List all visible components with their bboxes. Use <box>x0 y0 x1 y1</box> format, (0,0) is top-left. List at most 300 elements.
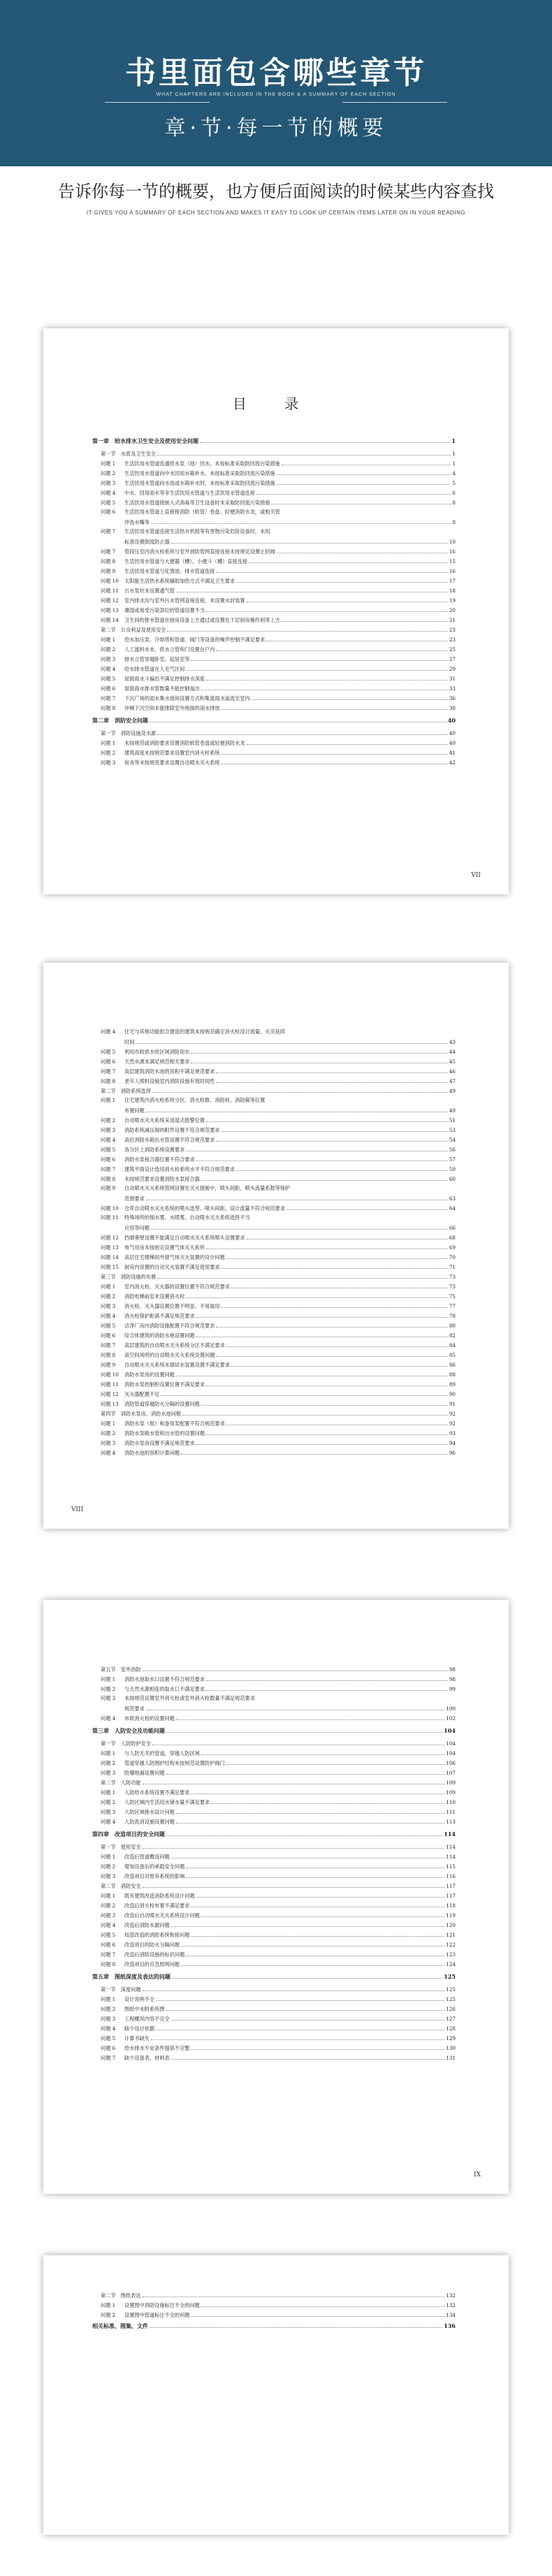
toc-entry-row[interactable] <box>92 1949 456 1959</box>
toc-page <box>43 2255 509 2535</box>
dot-leader <box>143 2290 445 2297</box>
question-number: 问题 5 <box>101 2035 116 2042</box>
toc-entry-row[interactable] <box>92 458 456 468</box>
toc-section-row[interactable] <box>92 1738 456 1748</box>
page-number: IX <box>474 2171 481 2178</box>
toc-section-row[interactable] <box>92 1984 456 1994</box>
question-number: 问题 11 <box>101 588 119 594</box>
toc-entry-label <box>92 713 148 728</box>
dot-leader <box>171 2014 445 2021</box>
toc-entry-row[interactable] <box>92 1930 456 1940</box>
toc-entry-label <box>101 1985 141 1995</box>
question-number: 问题 2 <box>101 1760 116 1766</box>
toc-entry-row[interactable] <box>92 703 456 713</box>
toc-entry-text: 未按规范设置室外消火栓或室外消火栓数量不满足规范要求 <box>124 1695 255 1701</box>
toc-entry-row[interactable] <box>92 1281 456 1291</box>
toc-entry-text: 缺少设备表、材料表 <box>124 2055 170 2061</box>
dot-leader <box>166 1829 442 1836</box>
toc-entry-row[interactable] <box>92 1920 456 1930</box>
toc-page-number: 40 <box>449 730 456 736</box>
toc-entry-row[interactable] <box>92 1389 456 1399</box>
toc-page-number: 69 <box>449 1244 456 1251</box>
toc-entry-row[interactable] <box>92 478 456 488</box>
toc-entry-text: 第一章 给水排水卫生安全及使用安全问题 <box>92 437 198 444</box>
question-number: 问题 5 <box>101 1932 116 1938</box>
toc-entry-text: 自动喷水灭火系统采用湿式报警位置 <box>124 1117 205 1123</box>
toc-entry-label <box>101 1213 250 1223</box>
toc-entry-row[interactable] <box>92 1232 456 1242</box>
toc-entry-row[interactable] <box>92 1940 456 1949</box>
toc-entry-text: 给水加压泵、冷却塔和管道、阀门等设备的噪声控制不满足要求 <box>124 636 266 643</box>
question-number: 问题 13 <box>101 1401 119 1407</box>
toc-entry-row[interactable] <box>92 2043 456 2053</box>
toc-entry-row[interactable] <box>92 1252 456 1262</box>
toc-entry-label <box>124 1704 145 1714</box>
toc-section-row[interactable] <box>92 728 456 738</box>
toc-entry-label <box>101 625 166 635</box>
toc-entry-row[interactable] <box>92 1787 456 1797</box>
toc-entry-row[interactable] <box>92 1817 456 1826</box>
toc-entry-label <box>101 1341 225 1351</box>
toc-entry-row[interactable] <box>92 1369 456 1379</box>
toc-page-number: 132 <box>446 2302 456 2308</box>
toc-entry-label <box>101 1665 141 1675</box>
toc-entry-text: 排水立管穿越卧室、起居室等 <box>124 656 190 662</box>
toc-list <box>92 2290 456 2332</box>
toc-entry-text: 规范要求 <box>124 1705 145 1712</box>
dot-leader <box>143 1842 445 1849</box>
toc-entry-row[interactable] <box>92 1027 456 1037</box>
toc-entry-label <box>101 1872 184 1882</box>
toc-entry-text: 第五节 室外消防 <box>101 1666 141 1673</box>
toc-entry-row[interactable] <box>92 1125 456 1135</box>
toc-entry-row[interactable] <box>92 1910 456 1920</box>
toc-entry-label <box>101 1409 181 1419</box>
toc-entry-row[interactable] <box>92 1154 456 1164</box>
banner-title: 书里面包含哪些章节 <box>125 55 427 91</box>
dot-leader <box>271 497 451 504</box>
toc-entry-row[interactable] <box>92 1900 456 1910</box>
toc-entry-row[interactable] <box>92 664 456 674</box>
toc-entry-text: 第三章 人防安全及功能问题 <box>92 1727 165 1734</box>
toc-section-row[interactable] <box>92 1272 456 1281</box>
toc-entry-row[interactable] <box>92 1193 456 1203</box>
toc-entry-row[interactable] <box>92 2014 456 2023</box>
dot-leader <box>216 1135 447 1142</box>
toc-entry-row[interactable] <box>92 2023 456 2033</box>
toc-entry-row[interactable] <box>92 1184 456 1193</box>
toc-entry-row[interactable] <box>92 1360 456 1369</box>
toc-entry-row[interactable] <box>92 1311 456 1320</box>
toc-entry-row[interactable] <box>92 507 456 517</box>
toc-page-number: 84 <box>449 1342 456 1348</box>
dot-leader <box>186 1861 444 1868</box>
toc-page-number: 73 <box>449 1274 456 1280</box>
toc-entry-label <box>101 2004 165 2014</box>
toc-entry-text: 设计说明不全 <box>124 1996 155 2002</box>
toc-entry-row[interactable] <box>92 556 456 566</box>
toc-entry-row[interactable] <box>92 1768 456 1777</box>
toc-entry-label <box>101 1960 180 1970</box>
toc-entry-row[interactable] <box>92 1144 456 1154</box>
toc-page-number: 10 <box>449 539 456 545</box>
toc-entry-text: 计算书缺失 <box>124 2035 150 2042</box>
dot-leader <box>191 1787 444 1794</box>
toc-entry-row[interactable] <box>92 683 456 693</box>
question-number: 问题 5 <box>101 1147 116 1153</box>
toc-entry-label <box>101 2311 189 2320</box>
toc-entry-row[interactable] <box>92 1748 456 1758</box>
toc-entry-row[interactable] <box>92 1861 456 1871</box>
toc-entry-text: 生活饮用水管道接嵌入式消毒等卫生设备时未采取防回流污染措施 <box>124 500 270 506</box>
toc-entry-label <box>101 1852 170 1862</box>
toc-entry-row[interactable] <box>92 1164 456 1174</box>
toc-entry-label <box>101 1684 205 1694</box>
toc-entry-row[interactable] <box>92 1105 456 1115</box>
toc-entry-text: 给水排水管道在人毛气区间 <box>124 666 185 672</box>
toc-entry-text: 第三节 消防设施的布置 <box>101 1274 157 1280</box>
toc-entry-row[interactable] <box>92 644 456 654</box>
question-number: 问题 1 <box>101 460 116 467</box>
question-number: 问题 15 <box>101 1264 119 1270</box>
toc-entry-label <box>101 1126 220 1135</box>
toc-section-row[interactable] <box>92 2290 456 2300</box>
dot-leader <box>277 468 451 475</box>
toc-entry-row[interactable] <box>92 488 456 497</box>
toc-entry-row[interactable] <box>92 1340 456 1350</box>
toc-entry-row[interactable] <box>92 1076 456 1086</box>
toc-entry-text: 室内消火栓、灭火器的设置位置不符合规范要求 <box>124 1283 230 1290</box>
toc-page-number: 75 <box>449 1293 456 1300</box>
dot-leader <box>201 1399 448 1406</box>
toc-entry-row[interactable] <box>92 693 456 703</box>
toc-entry-row[interactable] <box>92 1115 456 1125</box>
question-number: 问题 12 <box>101 1235 119 1241</box>
toc-entry-row[interactable] <box>92 1438 456 1448</box>
toc-page-number: 57 <box>449 1156 456 1163</box>
toc-entry-row[interactable] <box>92 1379 456 1389</box>
toc-page-number: 102 <box>446 1715 456 1722</box>
toc-entry-row[interactable] <box>92 654 456 664</box>
toc-entry-label <box>101 1027 285 1037</box>
toc-entry-text: 电气用房未按规定设置气体灭火系统 <box>124 1244 205 1251</box>
dot-leader <box>186 1144 448 1151</box>
toc-entry-row[interactable] <box>92 1096 456 1105</box>
toc-entry-row[interactable] <box>92 605 456 615</box>
question-number: 问题 8 <box>101 558 116 565</box>
dot-leader <box>151 517 451 524</box>
toc-entry-row[interactable] <box>92 1047 456 1056</box>
dot-leader <box>221 1301 448 1308</box>
toc-entry-label <box>101 1096 265 1105</box>
toc-entry-row[interactable] <box>92 757 456 767</box>
toc-entry-row[interactable] <box>92 1871 456 1881</box>
toc-entry-text: 消防电梯前室未设置消火栓 <box>124 1293 185 1300</box>
toc-entry-row[interactable] <box>92 2300 456 2310</box>
question-number: 问题 2 <box>101 1293 116 1300</box>
dot-leader <box>216 566 447 573</box>
toc-page-number: 132 <box>446 2292 456 2299</box>
toc-entry-label <box>92 2320 148 2332</box>
banner-english: WHAT CHAPTERS ARE INCLUDED IN THE BOOK & A SUMMARY OF EACH SECTION <box>156 92 396 97</box>
toc-page-number: 98 <box>449 1676 456 1682</box>
toc-entry-row[interactable] <box>92 1797 456 1807</box>
toc-entry-text: 高层住宅楼梯间外窗气体灭火装置的设计问题 <box>124 1254 225 1260</box>
toc-entry-text: 与人防无关的管道，穿越人防区域 <box>124 1750 200 1756</box>
dot-leader <box>151 2033 444 2040</box>
toc-entry-row[interactable] <box>92 1758 456 1768</box>
toc-section-row[interactable] <box>92 1664 456 1674</box>
toc-entry-label <box>92 433 198 449</box>
toc-entry-label <box>101 1950 184 1960</box>
toc-entry-label <box>101 2034 150 2044</box>
toc-entry-text: 第四节 消防水泵房、消防水池问题 <box>101 1411 182 1417</box>
toc-entry-row[interactable] <box>92 1713 456 1723</box>
toc-entry-row[interactable] <box>92 1320 456 1330</box>
toc-page-number: 71 <box>449 1264 456 1270</box>
toc-section-row[interactable] <box>92 1881 456 1891</box>
question-number: 问题 7 <box>101 695 116 701</box>
question-number: 问题 4 <box>101 1922 116 1928</box>
toc-entry-label <box>101 1145 184 1155</box>
header-banner <box>0 0 552 166</box>
toc-entry-row[interactable] <box>92 497 456 507</box>
dot-leader <box>252 693 448 700</box>
dot-leader <box>171 2053 445 2060</box>
toc-entry-label <box>101 1311 195 1321</box>
toc-entry-row[interactable] <box>92 527 456 537</box>
toc-entry-row[interactable] <box>92 634 456 644</box>
toc-entry-text: 改造后消防水源问题 <box>124 1922 170 1928</box>
toc-page-number: 1 <box>451 437 456 444</box>
toc-entry-label <box>101 645 215 655</box>
dot-leader <box>150 2321 442 2328</box>
question-number: 问题 1 <box>101 636 116 643</box>
toc-entry-label <box>101 1272 156 1282</box>
page-number: VIII <box>71 1506 84 1513</box>
toc-entry-row[interactable] <box>92 1203 456 1213</box>
toc-entry-text: 宿舍等未按规范要求设置自动喷水灭火系统 <box>124 759 220 766</box>
toc-entry-label <box>101 1390 159 1399</box>
toc-entry-row[interactable] <box>92 537 456 546</box>
toc-entry-row[interactable] <box>92 585 456 595</box>
toc-entry-row[interactable] <box>92 2004 456 2014</box>
toc-entry-row[interactable] <box>92 576 456 585</box>
toc-entry-row[interactable] <box>92 1703 456 1713</box>
toc-chapter-row[interactable] <box>92 1826 456 1842</box>
question-number: 问题 12 <box>101 597 119 604</box>
toc-entry-text: 消防水泵房的设置问题 <box>124 1371 175 1378</box>
toc-entry-row[interactable] <box>92 1448 456 1457</box>
dot-leader <box>206 605 448 612</box>
toc-entry-row[interactable] <box>92 1994 456 2004</box>
toc-entry-row[interactable] <box>92 2053 456 2062</box>
toc-entry-text: 第二节 人防功能 <box>101 1780 141 1786</box>
toc-entry-row[interactable] <box>92 566 456 576</box>
question-number: 问题 8 <box>101 1961 116 1967</box>
toc-page-number: 16 <box>449 568 456 574</box>
toc-page-number: 100 <box>446 1705 456 1712</box>
toc-section-row[interactable] <box>92 1777 456 1787</box>
question-number: 问题 7 <box>101 1951 116 1958</box>
toc-entry-row[interactable] <box>92 1350 456 1360</box>
toc-entry-text: 住宅与其他功能组合建造的建筑未按规范确定消火栓设计流量、火灾延续 <box>124 1028 286 1035</box>
toc-entry-text: 挡烟垂壁设置不能满足自动喷水灭火系统喷头设置要求 <box>124 1235 245 1241</box>
toc-chapter-row[interactable] <box>92 713 456 728</box>
toc-entry-text: 缺少设计依据 <box>124 2025 155 2032</box>
toc-entry-label <box>92 1969 170 1984</box>
toc-entry-row[interactable] <box>92 546 456 556</box>
toc-page-number: 60 <box>449 1176 456 1182</box>
toc-entry-label <box>101 1759 225 1768</box>
toc-entry-label <box>101 1331 195 1341</box>
toc-entry-row[interactable] <box>92 674 456 683</box>
toc-entry-row[interactable] <box>92 468 456 478</box>
dot-leader <box>231 1281 448 1288</box>
toc-entry-label <box>101 1419 225 1429</box>
toc-entry-row[interactable] <box>92 2310 456 2320</box>
question-number: 问题 13 <box>101 607 119 613</box>
toc-entry-row[interactable] <box>92 1066 456 1076</box>
toc-entry-row[interactable] <box>92 738 456 748</box>
toc-page-number: 23 <box>449 636 456 643</box>
question-number: 问题 13 <box>101 1244 119 1251</box>
toc-entry-row[interactable] <box>92 2033 456 2043</box>
toc-chapter-row[interactable] <box>92 1723 456 1738</box>
toc-page-number: 119 <box>446 1912 456 1919</box>
toc-entry-row[interactable] <box>92 1330 456 1340</box>
toc-entry-row[interactable] <box>92 1291 456 1301</box>
toc-page-number: 17 <box>449 578 456 584</box>
toc-section-row[interactable] <box>92 449 456 458</box>
toc-entry-row[interactable] <box>92 1674 456 1684</box>
toc-entry-label <box>124 1223 150 1233</box>
toc-entry-label <box>101 1155 195 1165</box>
toc-page <box>43 328 509 894</box>
toc-entry-row[interactable] <box>92 1694 456 1703</box>
toc-entry-text: 中水、回用雨水等非生活饮用水管道与生活饮用水管道连接 <box>124 490 255 496</box>
toc-entry-row[interactable] <box>92 748 456 757</box>
dot-leader <box>216 1066 447 1073</box>
toc-entry-row[interactable] <box>92 1242 456 1252</box>
dot-leader <box>221 757 448 764</box>
toc-page-number: 59 <box>449 1166 456 1172</box>
divider <box>105 102 210 103</box>
question-number: 问题 2 <box>101 1686 116 1692</box>
toc-page-number: 104 <box>444 1727 456 1734</box>
question-number: 问题 6 <box>101 685 116 692</box>
toc-page-number: 125 <box>446 1986 456 1993</box>
toc-entry-text: 第一节 水质及卫生安全 <box>101 451 157 457</box>
toc-entry-row[interactable] <box>92 517 456 527</box>
toc-entry-text: 利用市政供水给区域消防用水 <box>124 1049 190 1055</box>
toc-chapter-row[interactable] <box>92 1969 456 1984</box>
dot-leader <box>167 625 447 632</box>
toc-entry-row[interactable] <box>92 1851 456 1861</box>
toc-entry-row[interactable] <box>92 1301 456 1311</box>
toc-entry-label <box>101 2301 200 2311</box>
toc-entry-text: 市政消火栓的设置问题 <box>124 1715 175 1722</box>
dot-leader <box>206 1242 448 1249</box>
dot-leader <box>221 703 448 710</box>
toc-entry-row[interactable] <box>92 1135 456 1144</box>
question-number: 问题 5 <box>101 500 116 506</box>
toc-page-number: 66 <box>449 1225 456 1231</box>
dot-leader <box>143 1664 448 1671</box>
toc-page-number: 114 <box>446 1844 456 1850</box>
toc-page-number: 38 <box>449 705 456 711</box>
toc-entry-row[interactable] <box>92 1262 456 1272</box>
question-number: 问题 3 <box>101 1873 116 1879</box>
question-number: 问题 4 <box>101 490 116 496</box>
toc-page-number: 49 <box>449 1107 456 1114</box>
toc-entry-row[interactable] <box>92 1213 456 1223</box>
toc-section-row[interactable] <box>92 1842 456 1851</box>
dot-leader <box>221 748 448 755</box>
toc-section-row[interactable] <box>92 1409 456 1418</box>
toc-entry-row[interactable] <box>92 1056 456 1066</box>
toc-page-number: 106 <box>446 1760 456 1766</box>
toc-entry-label <box>101 498 270 508</box>
toc-entry-label <box>101 567 215 576</box>
toc-section-row[interactable] <box>92 625 456 634</box>
toc-entry-text: 管道穿越人防围护结构未按规范设置防护阀门 <box>124 1760 225 1766</box>
question-number: 问题 3 <box>101 1695 116 1701</box>
toc-entry-row[interactable] <box>92 1174 456 1184</box>
toc-entry-row[interactable] <box>92 1891 456 1900</box>
toc-entry-row[interactable] <box>92 1418 456 1428</box>
dot-leader <box>236 576 448 583</box>
toc-entry-label <box>101 1135 215 1145</box>
question-number: 问题 12 <box>101 1391 119 1397</box>
question-number: 问题 4 <box>101 1137 116 1143</box>
toc-entry-row[interactable] <box>92 1399 456 1409</box>
dot-leader <box>186 1291 448 1298</box>
toc-entry-text: 住宅建筑内消火栓系统分区、消火栓数、消防栓、消防箱等位置 <box>124 1097 266 1103</box>
toc-entry-text: 生活饮用水管道向中水回用水箱补水，未按标准采取防回流污染措施 <box>124 470 275 476</box>
dot-leader <box>216 1350 447 1357</box>
toc-entry-row[interactable] <box>92 1807 456 1817</box>
toc-entry-row[interactable] <box>92 2320 456 2332</box>
dot-leader <box>216 1320 447 1327</box>
toc-chapter-row[interactable] <box>92 433 456 449</box>
toc-entry-row[interactable] <box>92 1223 456 1232</box>
toc-entry-text: 室内排水沟与室外污水管网直接连接，未设置水封装置 <box>124 597 245 604</box>
question-number: 问题 9 <box>101 1362 116 1368</box>
toc-entry-label <box>124 518 150 527</box>
toc-entry-text: 太阳能生活热水系统辅助加热方式不满足卫生要求 <box>124 578 235 584</box>
toc-page-number: 15 <box>449 558 456 565</box>
toc-page-number: 77 <box>449 1303 456 1309</box>
toc-list <box>92 1027 456 1457</box>
toc-entry-label <box>101 1292 184 1302</box>
toc-entry-text: 范围要求 <box>124 1195 145 1202</box>
toc-entry-row[interactable] <box>92 1684 456 1694</box>
toc-page-number: 82 <box>449 1332 456 1339</box>
toc-entry-row[interactable] <box>92 1428 456 1438</box>
question-number: 问题 1 <box>101 1996 116 2002</box>
toc-entry-text: 洁净厂房内消防设施配置不符合规范要求 <box>124 1323 215 1329</box>
toc-entry-row[interactable] <box>92 615 456 625</box>
toc-entry-row[interactable] <box>92 1959 456 1969</box>
toc-entry-label <box>101 1739 151 1749</box>
toc-entry-text: 高层建筑消防水池的容积不满足规范要求 <box>124 1068 215 1075</box>
toc-page-number: 93 <box>449 1430 456 1436</box>
toc-section-row[interactable] <box>92 1086 456 1096</box>
toc-entry-row[interactable] <box>92 595 456 605</box>
toc-entry-row[interactable] <box>92 1037 456 1047</box>
question-number: 问题 3 <box>101 1127 116 1133</box>
